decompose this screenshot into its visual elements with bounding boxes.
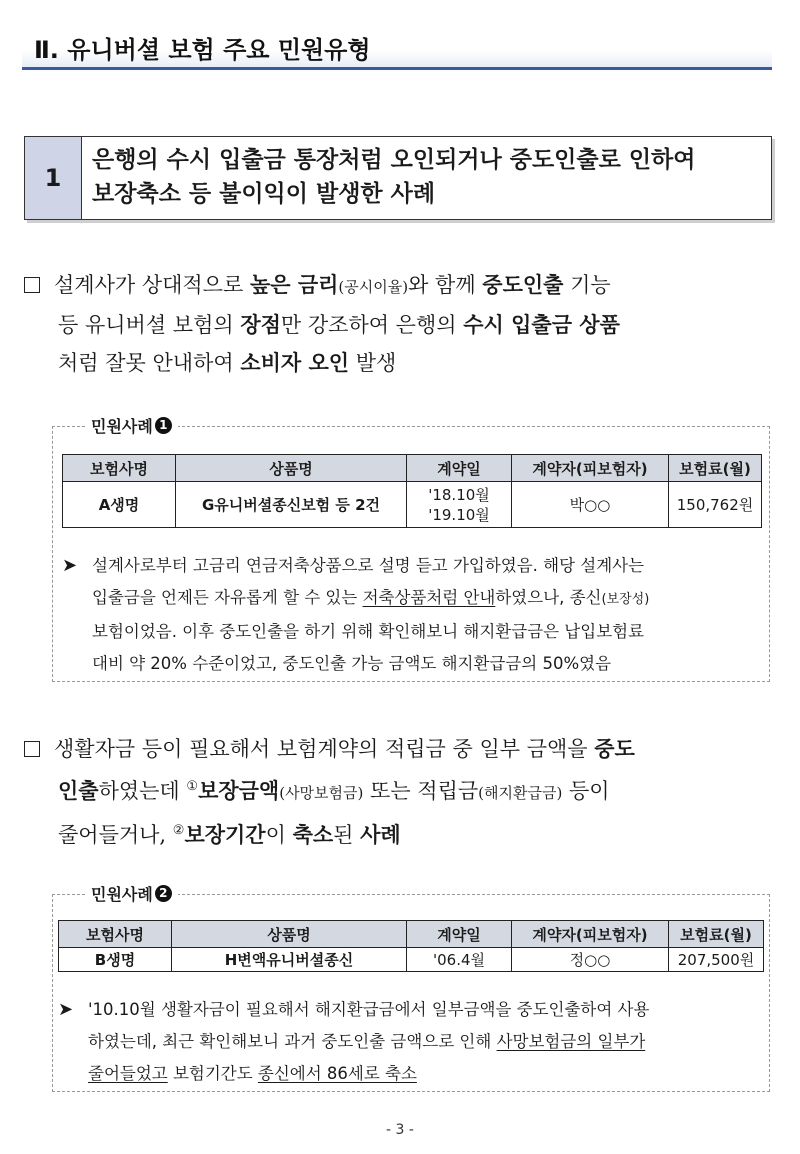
text-line: 대비 약 20% 수준이었고, 중도인출 가능 금액도 해지환급금의 50%였음 — [92, 654, 612, 673]
case-type-number: 1 — [25, 137, 82, 219]
text: 또는 적립금 — [363, 779, 479, 803]
bold-text: 보장기간 — [184, 822, 266, 847]
table-row — [63, 482, 762, 528]
small-text: (해지환급금) — [478, 784, 563, 802]
text: 하였는데, 최근 확인해보니 과거 중도인출 금액으로 인해 — [88, 1032, 497, 1051]
text: 줄어들거나, — [58, 823, 173, 847]
circled-number: ② — [172, 823, 185, 838]
paragraph-2 — [24, 730, 774, 854]
text: 기능 — [563, 273, 611, 297]
text: 입출금을 언제든 자유롭게 할 수 있는 — [92, 588, 363, 607]
square-bullet-icon — [24, 277, 40, 293]
text: 등 유니버셜 보험의 — [58, 313, 241, 337]
case-type-heading-line2: 보장축소 등 불이익이 발생한 사례 — [92, 181, 436, 207]
small-text: (공시이율) — [338, 278, 409, 296]
header-cell: 상품명 — [172, 921, 407, 948]
bold-text: 축소 — [292, 822, 334, 847]
arrow-bullet-icon: ➤ — [58, 999, 74, 1020]
paragraph-1 — [24, 266, 774, 382]
square-bullet-icon — [24, 741, 40, 757]
section-title-bar — [22, 24, 772, 70]
case-number-badge: 2 — [155, 885, 172, 902]
bold-text: 수시 입출금 상품 — [463, 312, 620, 337]
table-header-row — [63, 455, 762, 482]
company-cell: B생명 — [59, 948, 172, 972]
circled-number: ① — [186, 779, 199, 794]
header-cell: 보험료(월) — [669, 921, 764, 948]
header-cell: 계약일 — [407, 455, 512, 482]
text: 설계사가 상대적으로 — [54, 273, 250, 297]
header-cell: 계약자(피보험자) — [512, 455, 669, 482]
case-type-heading-box — [24, 136, 772, 220]
case-type-heading — [82, 137, 771, 219]
text: 이 — [265, 823, 293, 847]
text: 처럼 잘못 안내하여 — [58, 351, 241, 375]
underlined-text: 사망보험금의 일부가 — [496, 1032, 646, 1051]
small-text: (보장성) — [601, 592, 650, 607]
bold-text: 중도 — [594, 736, 635, 761]
complaint-case-1-table — [62, 454, 762, 528]
table-row — [59, 948, 764, 972]
underlined-text: 종신에서 86세로 축소 — [257, 1064, 417, 1083]
text: 생활자금 등이 필요해서 보험계약의 적립금 중 일부 금액을 — [54, 737, 595, 761]
arrow-bullet-icon: ➤ — [62, 555, 78, 576]
bold-text: 인출 — [58, 778, 99, 803]
text: 보험기간도 — [167, 1064, 258, 1083]
bold-text: 소비자 오인 — [240, 350, 350, 375]
section-title: Ⅱ. 유니버셜 보험 주요 민원유형 — [34, 36, 371, 64]
date-cell — [407, 482, 512, 528]
text: 하였는데 — [98, 779, 187, 803]
page-number: - 3 - — [386, 1122, 414, 1138]
text: 만 강조하여 은행의 — [280, 313, 464, 337]
case-type-heading-line1: 은행의 수시 입출금 통장처럼 오인되거나 중도인출로 인하여 — [92, 147, 696, 173]
complaint-case-2-table — [58, 920, 764, 972]
contractor-cell: 박○○ — [512, 482, 669, 528]
date-line: '19.10월 — [428, 505, 490, 524]
company-cell: A생명 — [63, 482, 176, 528]
text: 등이 — [562, 779, 610, 803]
underlined-text: 저축상품처럼 안내 — [362, 588, 496, 607]
case-label-text: 민원사례 — [91, 417, 153, 436]
complaint-case-2-description — [58, 994, 766, 1090]
underlined-text: 줄어들었고 — [88, 1064, 168, 1083]
case-label-text: 민원사례 — [91, 885, 153, 904]
product-cell: G유니버셜종신보험 등 2건 — [176, 482, 407, 528]
bold-text: 사례 — [360, 822, 401, 847]
header-cell: 계약일 — [407, 921, 512, 948]
text: 된 — [333, 823, 361, 847]
text: 와 함께 — [408, 273, 483, 297]
small-text: (사망보험금) — [279, 784, 364, 802]
text-line: '10.10월 생활자금이 필요해서 해지환급금에서 일부금액을 중도인출하여 사용 — [88, 1000, 650, 1019]
complaint-case-1-description — [62, 550, 766, 680]
contractor-cell: 정○○ — [512, 948, 669, 972]
premium-cell: 150,762원 — [669, 482, 762, 528]
header-cell: 보험사명 — [59, 921, 172, 948]
header-cell: 보험료(월) — [669, 455, 762, 482]
table-header-row — [59, 921, 764, 948]
bold-text: 장점 — [240, 312, 281, 337]
case-number-badge: 1 — [155, 417, 172, 434]
text: 발생 — [349, 351, 397, 375]
bold-text: 중도인출 — [482, 272, 564, 297]
date-cell: '06.4월 — [407, 948, 512, 972]
text-line: 설계사로부터 고금리 연금저축상품으로 설명 듣고 가입하였음. 해당 설계사는 — [92, 556, 645, 575]
complaint-case-1-label — [85, 414, 178, 437]
header-cell: 계약자(피보험자) — [512, 921, 669, 948]
header-cell: 보험사명 — [63, 455, 176, 482]
bold-text: 보장금액 — [198, 778, 280, 803]
bold-text: 높은 금리 — [249, 272, 339, 297]
complaint-case-2-label — [85, 882, 178, 905]
date-line: '18.10월 — [428, 485, 490, 504]
text-line: 보험이었음. 이후 중도인출을 하기 위해 확인해보니 해지환급금은 납입보험료 — [92, 622, 645, 641]
text: 하였으나, 종신 — [495, 588, 602, 607]
header-cell: 상품명 — [176, 455, 407, 482]
product-cell: H변액유니버셜종신 — [172, 948, 407, 972]
premium-cell: 207,500원 — [669, 948, 764, 972]
